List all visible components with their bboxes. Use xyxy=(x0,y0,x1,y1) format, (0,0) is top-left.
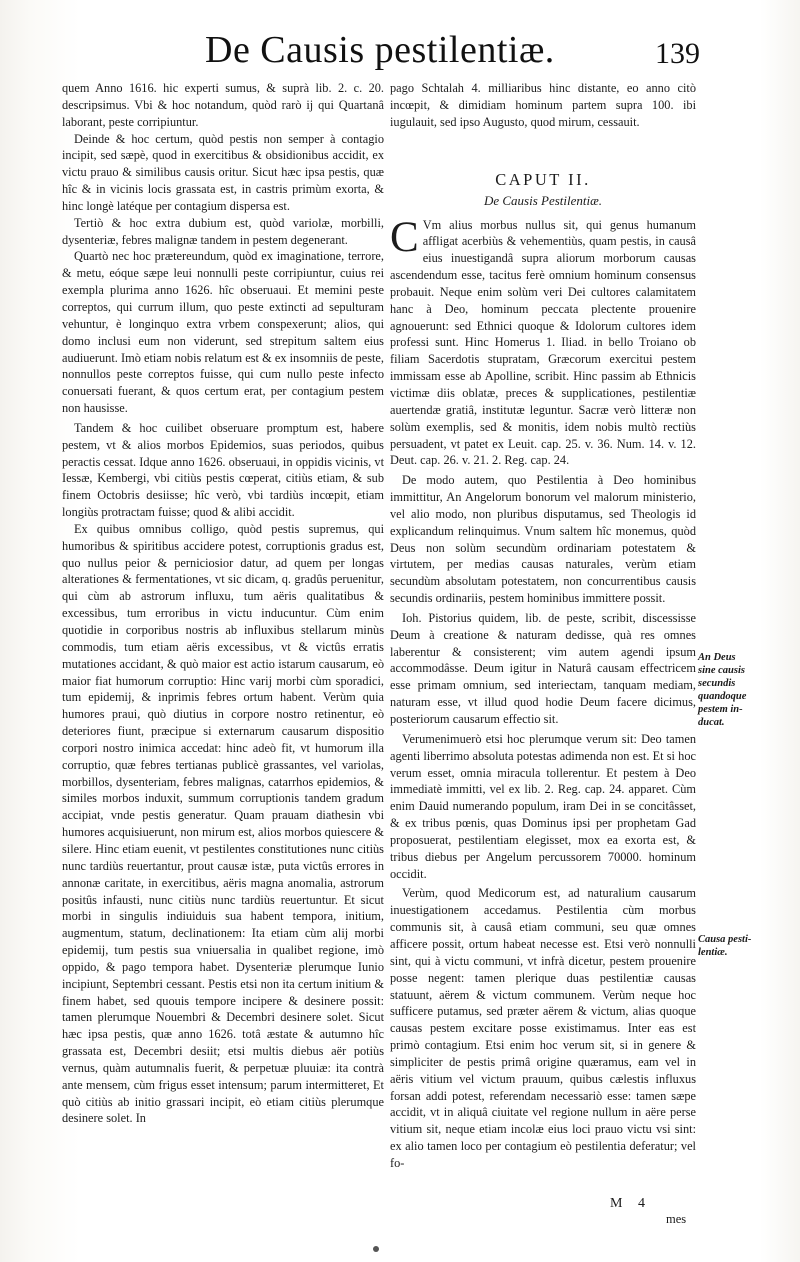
marginal-note-line: An Deus xyxy=(698,652,736,663)
page-number: 139 xyxy=(655,37,700,70)
paragraph: Verumenimuerò etsi hoc plerumque verum sit: Deo tamen agenti liberrimo absoluta potestas adimenda non est. Et si hoc verum esset, omnia miracula tollerentur. Et pestem à Deo immediatè immitti, vel ex lib. 2. Reg. cap. 24. apparet. Cùm enim Dauid numerando populum, iram Dei in se concitâsset, & ex tribus pœnis, quas Dominus ipsi per prophetam Gad proposuerat, pestilentiam elegisset, mox ea exorta est, & tribus diebus per Angelum percussorem 70000. hominum occidit. xyxy=(390,731,696,881)
marginal-note-line: ducat. xyxy=(698,717,725,728)
marginal-note-line: Causa pesti- xyxy=(698,934,752,945)
paragraph: Ioh. Pistorius quidem, lib. de peste, scribit, discessisse Deum à creatione & naturam dedisse, quà res omnes laberentur & consisterent; vim autem agendi ipsum accommodâsse. Deum igitur in Naturâ causam effectricem esse primam omnium, sed interiectam, tanquam mediam, naturam esse, vt illud quod hodie Deum facere dicimus, posteriorum causarum effectio sit. xyxy=(390,610,696,726)
paragraph: Ex quibus omnibus colligo, quòd pestis supremus, qui humoribus & spiritibus accidere potest, corruptionis gradus est, quo nullus peior & perniciosior datur, ad quem per longas alterationes & fermentationes, vt sic dicam, q. gradûs peruenitur, qui cùm ab astrorum influxu, tum aëris qualitatibus & excessibus, tum erroribus in victu inducuntur. Cùm enim quotidie in corporibus nostris ab influxibus stellarum minùs commodis, tum etiam aëris excessibus, vt & victûs erratis mutationes accidant, & quò maior est actio istarum causarum, eò maior fiat humorum corruptio: Hinc varij morbi cùm sporadici, tum epidemij, & inprimis febres ortum habent. Verùm quia humores praui, quò diutius in corpore nostro retinentur, eò deteriores fiunt, præcipue si externarum causarum dispositio corpori nostro inimica accedat: hinc adeò fit, vt humorum illa corruptio, quæ febres tertianas publicè grassantes, vel variolas, morbillos, dysenteriam, febres malignas, catarrhos epidemios, & similes morbos induxit, summum corruptionis tandem gradum accipiat, vnde pestis generatur. Quam prauam diathesin vbi humores acquisiuerunt, non mirum est, alios morbos quiescere & silere. Hinc etiam euenit, vt pestilentes constitutiones nunc citiùs nunc tardiùs reuertantur, prout causæ istæ, puta victûs errores in annonæ caritate, in exercitibus, aëris magna anomalia, astrorum positûs infausti, nunc citiùs nunc tardiùs reuertuntur. Et sicut morbi in singulis indiuiduis sua habent tempora, initium, augmentum, statum, declinationem: Ita etiam cùm alij morbi epidemij, tum pestis sua vniuersalia in qualibet regione, imò oppido, & pago tempora habet. Dysenteriæ plerumque Iunio incipiunt, Septembri cessant. Pestis etsi non ita certum initium & finem habet, sed quouis tempore incipere & desinere possit: tamen plerumque Nouembri & Decembri desinere solet. Sicut hæc ipsa pestis, quæ anno 1626. totâ æstate & autumno hîc grassata est, Decembri desiit; etsi multis diebus aër potiùs vernus, quàm autumnalis fuerit, & perpetuæ pluuiæ: ita contrà ante mensem, cùm frigus esset intensum; parum intermitteret, Et quò citiùs ab initio grassari incipit, eò etiam citiùs plerumque desinere solet. In xyxy=(62,521,384,1126)
paragraph: Tertiò & hoc extra dubium est, quòd variolæ, morbilli, dysenteriæ, febres malignæ tandem in pestem degenerant. xyxy=(62,215,384,247)
marginal-note xyxy=(698,651,798,729)
marginal-note xyxy=(698,933,798,959)
paragraph: De modo autem, quo Pestilentia à Deo hominibus immittitur, An Angelorum bonorum vel malorum ministerio, vel alio modo, non pluribus disputamus, sed Theologis id explicandum relinquimus. Vnum saltem hîc monemus, quòd Deus non solùm secundùm ordinariam potestatem & virtutem, per medias causas naturales, verùm etiam secundùm absolutam potestatem, non concurrentibus causis secundis ordinariis, pestem hominibus immittere possit. xyxy=(390,473,696,606)
paragraph: Deinde & hoc certum, quòd pestis non semper à contagio incipit, sed sæpè, quod in exercitibus & obsidionibus accidit, ex victu prauo & similibus causis oritur. Sicut hæc ipsa pestis, quæ hîc & in vicinis locis grassata est, in castris primùm exorta, & hinc longè latéque per contagium dispersa est. xyxy=(62,131,384,213)
marginal-note-line: sine causis xyxy=(698,665,745,676)
paragraph-text: Vm alius morbus nullus sit, qui genus humanum affligat acerbiùs & vehementiùs, quam pestis, in causâ eius inuestigandâ supra aliorum morborum causas ascendendum esse, tacitus ferè omnium hominum consensus probauit. Neque enim solùm veri Dei cultores calamitatem hanc à Deo, hominum peccata plectente prouenire agnouerunt: sed Ethnici quoque & Idolorum cultores idem professi sunt. Hinc Homerus 1. Iliad. in bello Troiano ob filiam Sacerdotis stupratam, Græcorum exercitui pestem immissam esse ab Apolline, scribit. Hinc passim ab Ethnicis victimæ diis oblatæ, preces & supplicationes, pestilentiæ auertendæ gratiâ, institutæ leguntur. Sacræ verò litteræ non solùm exemplis, sed & monitis, idem nobis multò rectiùs persuadent, vt patet ex Leuit. cap. 25. v. 36. Num. 14. v. 12. Deut. cap. 26. v. 21. 2. Reg. cap. 24. xyxy=(390,217,696,468)
chapter-subtitle: De Causis Pestilentiæ. xyxy=(483,192,603,208)
marginal-note-line: secundis xyxy=(698,678,736,689)
drop-capital: C xyxy=(390,213,419,261)
chapter-heading: CAPUT II. xyxy=(495,169,591,189)
running-head: De Causis pestilentiæ. xyxy=(205,29,555,71)
left-column xyxy=(62,80,384,1127)
paragraph: Quartò nec hoc prætereundum, quòd ex imaginatione, terrore, & metu, eóque sæpe leui nonnulli peste corripiuntur, cuius rei exempla plurima anno 1626. hîc obseruaui. Et memini peste correptos, qui currum illum, quo peste extincti ad sepulturam vehuntur, è longinquo extra vrbem conspexerunt; alios, qui domo inclusi eum non viderunt, sed strepitum saltem eius audiuerunt. Imò etiam nobis relatum est & ex insomniis de peste, nonnullos peste correptos fuisse, qui cum nullo peste infecto conuersati fuerant, & quos certum erat, per contagium pestem non hausisse. xyxy=(62,249,384,416)
paragraph-continued: pago Schtalah 4. milliaribus hinc distante, eo anno citò incœpit, & dimidiam hominum partem supra 100. ibi iugulauit, sed ipso Augusto, quod mirum, cessauit. xyxy=(390,81,696,129)
paragraph: Tandem & hoc cuilibet obseruare promptum est, habere pestem, vt & alios morbos Epidemios, suas periodos, quibus peractis cessat. Idque anno 1626. obseruaui, in oppidis vicinis, vt Iessæ, Kembergi, vbi citiùs pestis cœperat, citiùs etiam, & sub finem Octobris desiisse; hîc verò, vbi tardiùs incœpit, etiam longiùs protractam fuisse; quod & alibi accidit. xyxy=(62,420,384,520)
marginal-note-line: pestem in- xyxy=(698,704,743,715)
marginal-note-line: lentiæ. xyxy=(698,947,728,958)
paragraph: quem Anno 1616. hic experti sumus, & suprà lib. 2. c. 20. descripsimus. Vbi & hoc notandum, quòd rarò ij qui Quartanâ laborant, peste corripiuntur. xyxy=(62,81,384,129)
marginal-note-line: quandoque xyxy=(698,691,747,702)
catchword: mes xyxy=(666,1212,687,1226)
ink-speck xyxy=(373,1246,379,1252)
right-column xyxy=(390,80,696,1172)
paragraph: Verùm, quod Medicorum est, ad naturalium causarum inuestigationem accedamus. Pestilentia cùm morbus communis sit, à causâ etiam communi, seu quæ omnes afficere possit, ortum habeat necesse est. Etsi verò nonnulli sint, qui à victu communi, vt infrà dicetur, pestem prouenire posse negent: tamen plerique duas pestilentiæ causas statuunt, aërem & victum communem. Verùm neque hoc sufficere putamus, sed præter aërem & victum, alias quoque causas pestem excitare posse existimamus. Inter eas est primò contagium. Etsi enim hoc verum sit, si in genere & simpliciter de pestis primâ origine quæramus, eam vel in aëris vitium vel victum prauum, quibus cælestis influxus forsan addi potest, referendam necessariò esse: tamen sæpe accidit, vt in aliquâ ciuitate vel regione nullum in aëre perse vitium sit, neque etiam incolæ eius loci prauo victu vsi sint: ex alio tamen loco per contagium eò pestilentia deferatur; vel fo- xyxy=(390,886,696,1170)
signature-mark: M 4 xyxy=(610,1196,651,1211)
paragraph xyxy=(390,213,696,470)
